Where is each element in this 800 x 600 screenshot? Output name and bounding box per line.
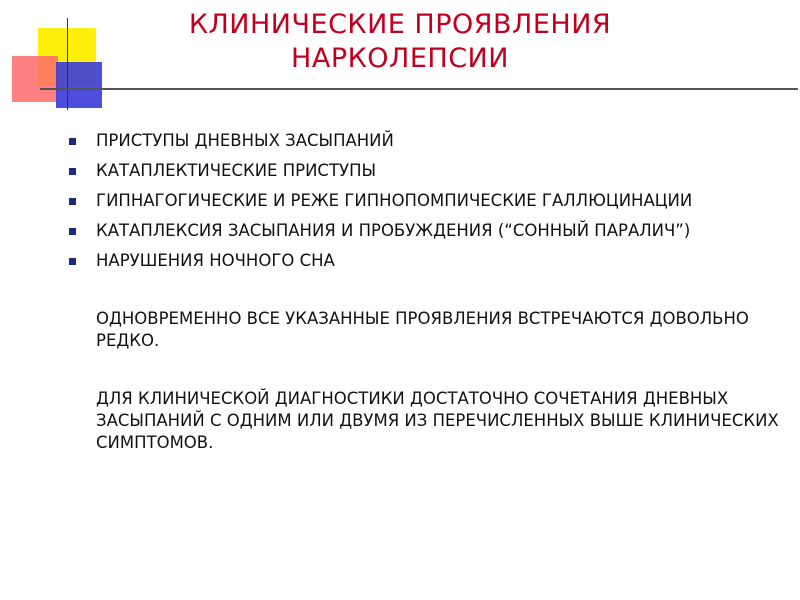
title-line-1: КЛИНИЧЕСКИЕ ПРОЯВЛЕНИЯ	[188, 9, 612, 40]
bullet-item	[66, 250, 796, 272]
bullet-text: КАТАПЛЕКТИЧЕСКИЕ ПРИСТУПЫ	[96, 161, 377, 180]
note-paragraph-diagnostics: ДЛЯ КЛИНИЧЕСКОЙ ДИАГНОСТИКИ ДОСТАТОЧНО СОЧЕТАНИЯ ДНЕВНЫХ ЗАСЫПАНИЙ С ОДНИМ ИЛИ ДВУМЯ ИЗ ПЕРЕЧИСЛЕННЫХ ВЫШЕ КЛИНИЧЕСКИХ СИМПТОМОВ.	[96, 389, 779, 452]
square-bullet-icon	[69, 258, 76, 265]
note-paragraph-rarity: ОДНОВРЕМЕННО ВСЕ УКАЗАННЫЕ ПРОЯВЛЕНИЯ ВСТРЕЧАЮТСЯ ДОВОЛЬНО РЕДКО.	[96, 309, 749, 350]
logo-vertical-line	[67, 18, 68, 110]
square-bullet-icon	[69, 138, 76, 145]
logo-blue-square	[56, 62, 102, 108]
bullet-text: ГИПНАГОГИЧЕСКИЕ И РЕЖЕ ГИПНОПОМПИЧЕСКИЕ ГАЛЛЮЦИНАЦИИ	[96, 191, 693, 210]
slide-title	[100, 8, 700, 76]
bullet-item	[66, 220, 796, 242]
bullet-text: НАРУШЕНИЯ НОЧНОГО СНА	[96, 251, 335, 270]
square-bullet-icon	[69, 168, 76, 175]
bullet-item	[66, 160, 796, 182]
bullet-item	[66, 130, 796, 152]
square-bullet-icon	[69, 228, 76, 235]
bullet-text: ПРИСТУПЫ ДНЕВНЫХ ЗАСЫПАНИЙ	[96, 131, 394, 150]
title-line-2: НАРКОЛЕПСИИ	[291, 43, 509, 74]
logo-red-square	[12, 56, 58, 102]
square-bullet-icon	[69, 198, 76, 205]
bullet-text: КАТАПЛЕКСИЯ ЗАСЫПАНИЯ И ПРОБУЖДЕНИЯ (“СОННЫЙ ПАРАЛИЧ”)	[96, 221, 691, 240]
slide-content	[66, 130, 796, 454]
bullet-list	[66, 130, 796, 272]
title-divider	[40, 88, 798, 90]
bullet-item	[66, 190, 796, 212]
